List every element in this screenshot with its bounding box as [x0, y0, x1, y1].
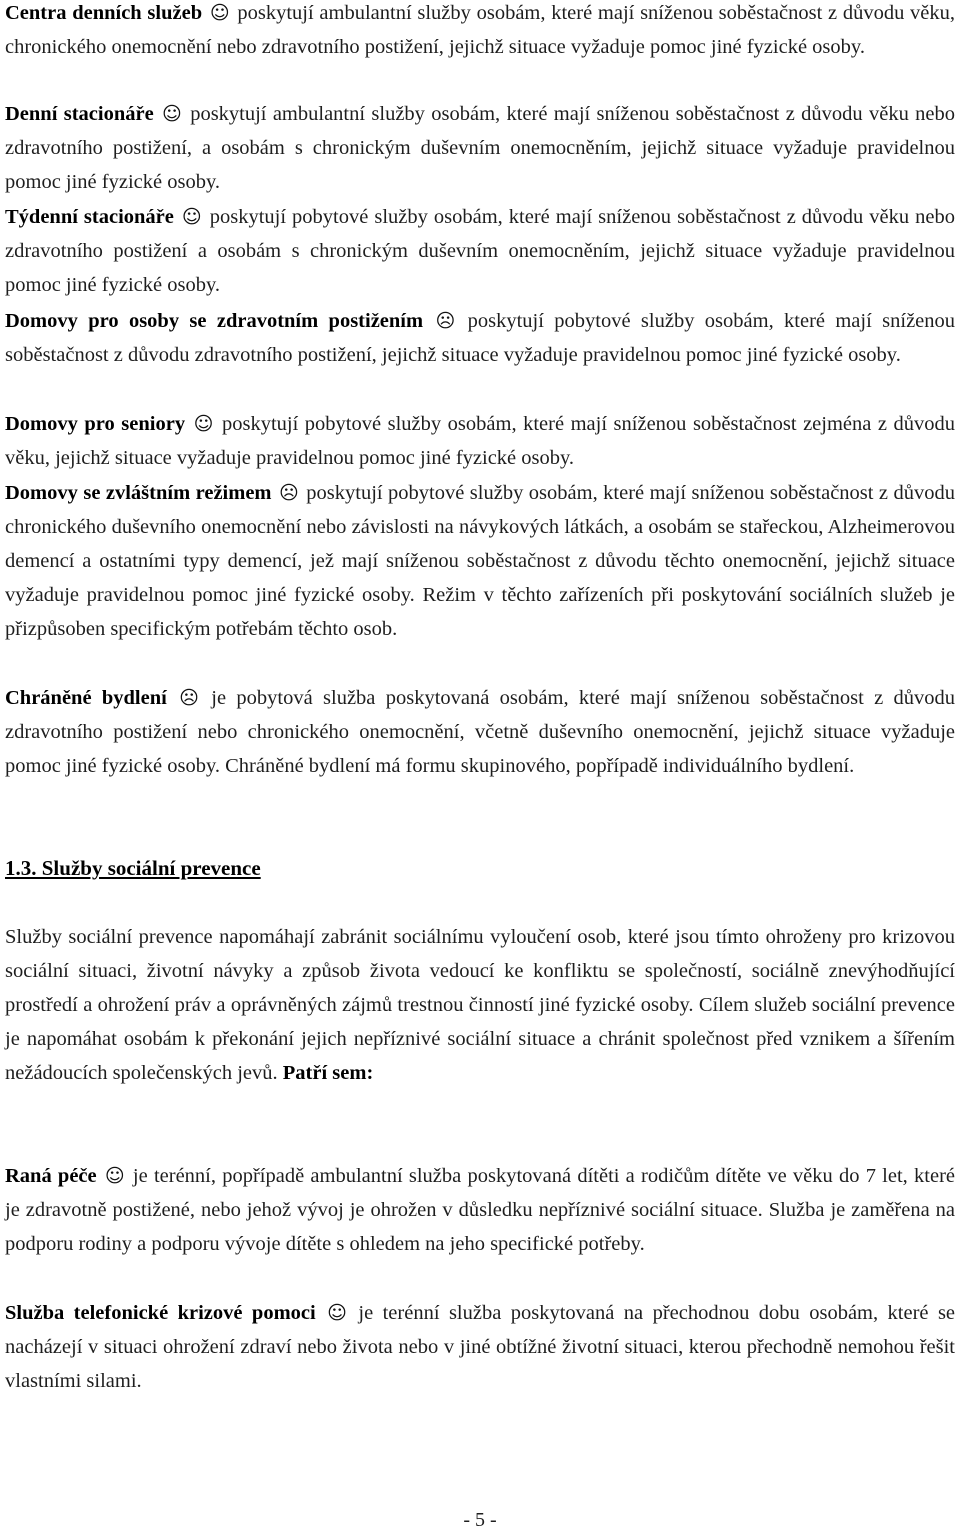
entry-chranene-bydleni — [5, 681, 955, 783]
frown-icon: ☹ — [435, 310, 456, 332]
entry-domovy-zdravotni-postizeni — [5, 304, 955, 372]
smiley-icon: ☺ — [162, 103, 182, 125]
section-intro — [5, 920, 955, 1090]
entry-text: poskytují ambulantní služby osobám, které mají sníženou soběstačnost z důvodu věku nebo zdravotního postižení, a osobám s chronickým duševním onemocněním, jejichž situace vyžaduje pravidelnou pomoc jiné fyzické osoby. — [5, 103, 956, 193]
entry-term: Domovy se zvláštním režimem — [5, 482, 272, 504]
entry-text: je pobytová služba poskytovaná osobám, které mají sníženou soběstačnost z důvodu zdravotního postižení nebo chronického onemocnění, včetně duševního onemocnění, jejichž situace vyžaduje pomoc jiné fyzické osoby. Chráněné bydlení má formu skupinového, popřípadě individuálního bydlení. — [5, 687, 956, 777]
smiley-icon: ☺ — [104, 1165, 125, 1187]
entry-text: je terénní, popřípadě ambulantní služba poskytovaná dítěti a rodičům dítěte ve věku do 7 let, které je zdravotně postižené, nebo jehož vývoj je ohrožen v důsledku nepříznivé sociální situace. Služba je zaměřena na podporu rodiny a podporu vývoje dítěte s ohledem na jeho specifické potřeby. — [5, 1165, 956, 1255]
entry-centra-dennich-sluzeb — [5, 0, 955, 64]
frown-icon: ☹ — [179, 687, 199, 709]
entry-term: Týdenní stacionáře — [5, 206, 174, 228]
entry-text: poskytují pobytové služby osobám, které mají sníženou soběstačnost zejména z důvodu věku, jejichž situace vyžaduje pravidelnou pomoc jiné fyzické osoby. — [5, 413, 956, 469]
entry-term: Domovy pro osoby se zdravotním postižením — [5, 310, 424, 332]
entry-text: poskytují pobytové služby osobám, které mají sníženou soběstačnost z důvodu chronického duševního onemocnění nebo závislosti na návykových látkách, a osobám se stařeckou, Alzheimerovou demencí a ostatními typy demencí, jež mají sníženou soběstačnost z důvodu těchto onemocnění, jejichž situace vyžaduje pravidelnou pomoc jiné fyzické osoby. Režim v těchto zařízeních při poskytování sociálních služeb je přizpůsoben specifickým potřebám těchto osob. — [5, 482, 955, 640]
entry-text: je terénní služba poskytovaná na přechodnou dobu osobám, které se nacházejí v situaci ohrožení zdraví nebo života nebo v jiné obtížné životní situaci, kterou přechodně nemohou řešit vlastními silami. — [5, 1302, 956, 1392]
frown-icon: ☹ — [278, 482, 299, 504]
smiley-icon: ☺ — [209, 2, 230, 24]
entry-term: Chráněné bydlení — [5, 687, 167, 709]
entry-term: Centra denních služeb — [5, 2, 203, 24]
entry-term: Služba telefonické krizové pomoci — [5, 1302, 316, 1324]
entry-text: poskytují ambulantní služby osobám, které mají sníženou soběstačnost z důvodu věku, chronického onemocnění nebo zdravotního postižení, jejichž situace vyžaduje pomoc jiné fyzické osoby. — [5, 2, 956, 58]
page-number: - 5 - — [463, 1509, 497, 1531]
smiley-icon: ☺ — [181, 206, 202, 228]
section-heading: 1.3. Služby sociální prevence — [5, 856, 261, 880]
entry-domovy-pro-seniory — [5, 407, 955, 475]
entry-tydenni-stacionare — [5, 200, 955, 302]
entry-telefonicka-krizova-pomoc — [5, 1296, 955, 1398]
entry-rana-pece — [5, 1159, 955, 1261]
entry-domovy-zvlastni-rezim — [5, 476, 955, 646]
section-intro-strong: Patří sem: — [282, 1062, 374, 1084]
entry-term: Domovy pro seniory — [5, 413, 186, 435]
entry-denni-stacionare — [5, 97, 955, 199]
entry-term: Raná péče — [5, 1165, 97, 1187]
smiley-icon: ☺ — [327, 1302, 347, 1324]
smiley-icon: ☺ — [193, 413, 214, 435]
entry-term: Denní stacionáře — [5, 103, 154, 125]
entry-text: poskytují pobytové služby osobám, které mají sníženou soběstačnost z důvodu zdravotního postižení, jejichž situace vyžaduje pravidelnou pomoc jiné fyzické osoby. — [5, 310, 956, 366]
entry-text: poskytují pobytové služby osobám, které mají sníženou soběstačnost z důvodu věku nebo zdravotního postižení a osobám s chronickým duševním onemocněním, jejichž situace vyžaduje pravidelnou pomoc jiné fyzické osoby. — [5, 206, 956, 296]
section-intro-text: Služby sociální prevence napomáhají zabránit sociálnímu vyloučení osob, které jsou tímto ohroženy pro krizovou sociální situaci, životní návyky a způsob života vedoucí ke konfliktu se společností, sociálně znevýhodňující prostředí a ohrožení práv a oprávněných zájmů trestnou činností jiné fyzické osoby. Cílem služeb sociální prevence je napomáhat osobám k překonání jejich nepříznivé sociální situace a chránit společnost před vznikem a šířením nežádoucích společenských jevů. — [5, 926, 955, 1084]
